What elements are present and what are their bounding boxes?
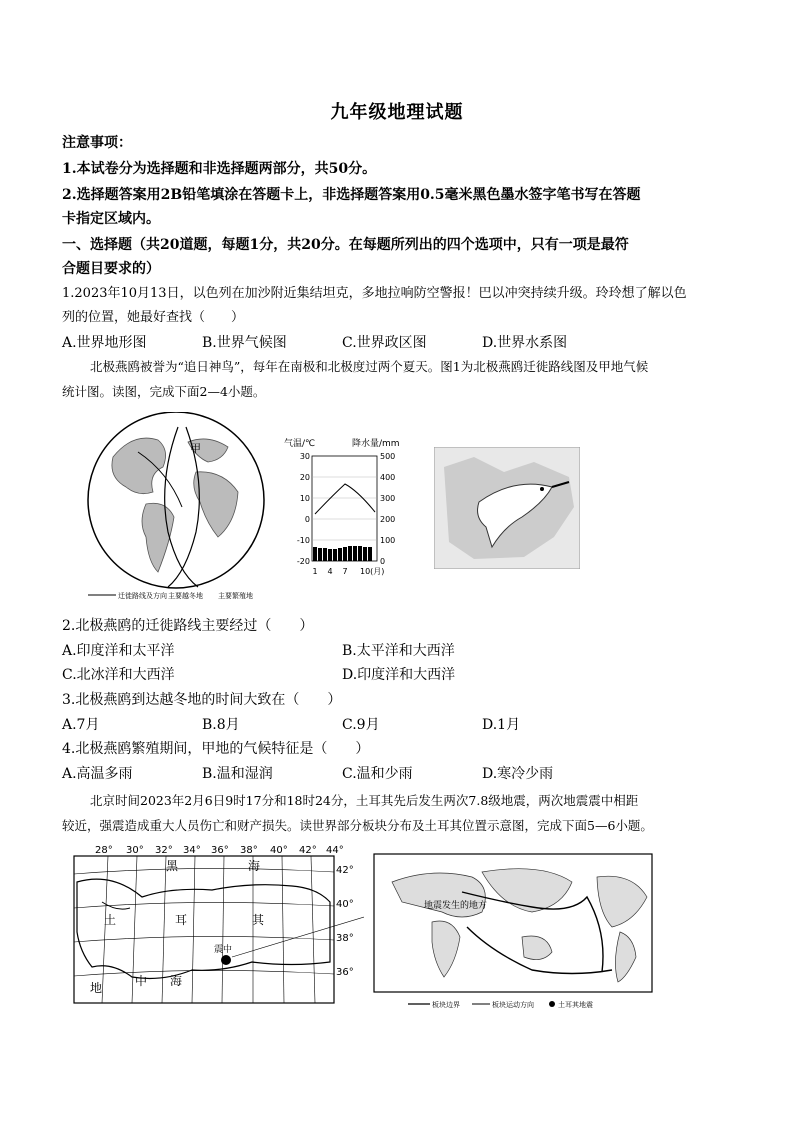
- legend-wintering: 主要越冬地: [168, 592, 203, 600]
- notice-heading: 注意事项：: [62, 135, 132, 151]
- lat-label-38: 38°: [336, 933, 354, 944]
- month-tick-1: 1: [312, 567, 318, 576]
- section-heading-a: 一、选择题（共20道题，每题1分，共20分。在每题所列出的四个选项中，只有一项是最符: [62, 237, 629, 253]
- legend-turkey-quake: 土耳其地震: [558, 1001, 593, 1009]
- intro2-line-b: 较近，强震造成重大人员伤亡和财产损失。读世界部分板块分布及土耳其位置示意图，完成下面5—6小题。: [62, 818, 653, 833]
- migration-globe-map: [78, 412, 278, 607]
- epicenter-marker: [221, 955, 231, 965]
- precip-tick-100: 100: [380, 536, 396, 545]
- q4-option-b[interactable]: B.温和湿润: [202, 766, 273, 782]
- month-tick-7: 7: [342, 567, 348, 576]
- precip-tick-400: 400: [380, 473, 396, 482]
- month-tick-10: 10(月): [360, 567, 385, 576]
- legend-plate-boundary: 板块边界: [432, 1001, 460, 1009]
- lon-label-38: 38°: [240, 845, 258, 856]
- lon-label-40: 40°: [270, 845, 288, 856]
- q1-stem-b: 列的位置，她最好查找（ ）: [62, 310, 245, 325]
- q4-option-a[interactable]: A.高温多雨: [62, 766, 133, 782]
- page-title: 九年级地理试题: [330, 102, 464, 123]
- earthquake-place-label: 地震发生的地方: [424, 901, 488, 911]
- temp-tick-30: 30: [299, 452, 310, 461]
- temp-tick-20: 20: [299, 473, 310, 482]
- black-sea-label-1: 黑: [166, 859, 179, 873]
- q4-option-d[interactable]: D.寒冷少雨: [482, 766, 554, 782]
- lon-label-32: 32°: [155, 845, 173, 856]
- q3-option-a[interactable]: A.7月: [62, 717, 100, 733]
- legend-migration-route: 迁徙路线及方向: [118, 592, 167, 600]
- q1-option-a[interactable]: A.世界地形图: [62, 335, 147, 351]
- precip-axis-title: 降水量/mm: [352, 439, 400, 449]
- q4-option-c[interactable]: C.温和少雨: [342, 766, 413, 782]
- temp-tick-10: 10: [299, 494, 310, 503]
- black-sea-label-2: 海: [248, 859, 261, 873]
- notice-item-2b: 卡指定区域内。: [62, 211, 160, 227]
- lon-label-34: 34°: [183, 845, 201, 856]
- q2-option-d[interactable]: D.印度洋和大西洋: [342, 667, 456, 683]
- precip-tick-300: 300: [380, 494, 396, 503]
- intro2-line-a: 北京时间2023年2月6日9时17分和18时24分，土耳其先后发生两次7.8级地震，两次地震震中相距: [90, 793, 639, 808]
- q1-option-c[interactable]: C.世界政区图: [342, 335, 427, 351]
- q3-option-d[interactable]: D.1月: [482, 717, 521, 733]
- intro1-line-a: 北极燕鸥被誉为“追日神鸟”，每年在南极和北极度过两个夏天。图1为北极燕鸥迁徙路线图及甲地气候: [90, 359, 649, 374]
- turkey-label-3: 其: [252, 913, 265, 927]
- q2-option-b[interactable]: B.太平洋和大西洋: [342, 643, 455, 659]
- world-plates-map: [372, 852, 656, 1012]
- arctic-tern-photo: [434, 447, 580, 569]
- q1-option-d[interactable]: D.世界水系图: [482, 335, 568, 351]
- lat-label-36: 36°: [336, 967, 354, 978]
- q1-option-b[interactable]: B.世界气候图: [202, 335, 287, 351]
- precip-tick-500: 500: [380, 452, 396, 461]
- notice-item-2a: 2.选择题答案用2B铅笔填涂在答题卡上，非选择题答案用0.5毫米黑色墨水签字笔书写在答题: [62, 187, 641, 203]
- temp-tick-neg20: -20: [296, 557, 310, 566]
- q3-stem: 3.北极燕鸥到达越冬地的时间大致在（ ）: [62, 692, 342, 708]
- turkey-label-1: 土: [104, 913, 117, 927]
- legend-plate-motion: 板块运动方向: [492, 1001, 534, 1009]
- intro1-line-b: 统计图。读图，完成下面2—4小题。: [62, 384, 266, 399]
- q2-option-a[interactable]: A.印度洋和太平洋: [62, 643, 175, 659]
- section-heading-b: 合题目要求的）: [62, 261, 160, 277]
- lat-label-42: 42°: [336, 865, 354, 876]
- med-sea-label-2: 中: [135, 974, 148, 988]
- precip-tick-0: 0: [380, 557, 386, 566]
- lat-label-40: 40°: [336, 899, 354, 910]
- med-sea-label-3: 海: [170, 974, 183, 988]
- temp-axis-title: 气温/℃: [284, 439, 316, 449]
- q2-stem: 2.北极燕鸥的迁徙路线主要经过（ ）: [62, 618, 314, 634]
- med-sea-label-1: 地: [90, 981, 103, 995]
- month-tick-4: 4: [327, 567, 333, 576]
- q2-option-c[interactable]: C.北冰洋和大西洋: [62, 667, 175, 683]
- q3-option-c[interactable]: C.9月: [342, 717, 380, 733]
- lon-label-30: 30°: [126, 845, 144, 856]
- temp-tick-0: 0: [304, 515, 310, 524]
- lon-label-36: 36°: [211, 845, 229, 856]
- turkey-location-map: [72, 842, 364, 1005]
- lon-label-44: 44°: [326, 845, 344, 856]
- climate-chart: [282, 436, 412, 581]
- lon-label-28: 28°: [95, 845, 113, 856]
- q4-stem: 4.北极燕鸥繁殖期间，甲地的气候特征是（ ）: [62, 741, 370, 757]
- precip-tick-200: 200: [380, 515, 396, 524]
- temp-tick-neg10: -10: [296, 536, 310, 545]
- notice-item-1: 1.本试卷分为选择题和非选择题两部分，共50分。: [62, 161, 377, 177]
- q3-option-b[interactable]: B.8月: [202, 717, 240, 733]
- lon-label-42: 42°: [299, 845, 317, 856]
- turkey-label-2: 耳: [175, 913, 188, 927]
- place-label-jia: 甲: [190, 442, 201, 455]
- q1-stem-a: 1.2023年10月13日，以色列在加沙附近集结坦克，多地拉响防空警报！巴以冲突持续升级。玲玲想了解以色: [62, 286, 687, 301]
- epicenter-label: 震中: [214, 945, 233, 955]
- legend-breeding: 主要繁殖地: [218, 592, 253, 600]
